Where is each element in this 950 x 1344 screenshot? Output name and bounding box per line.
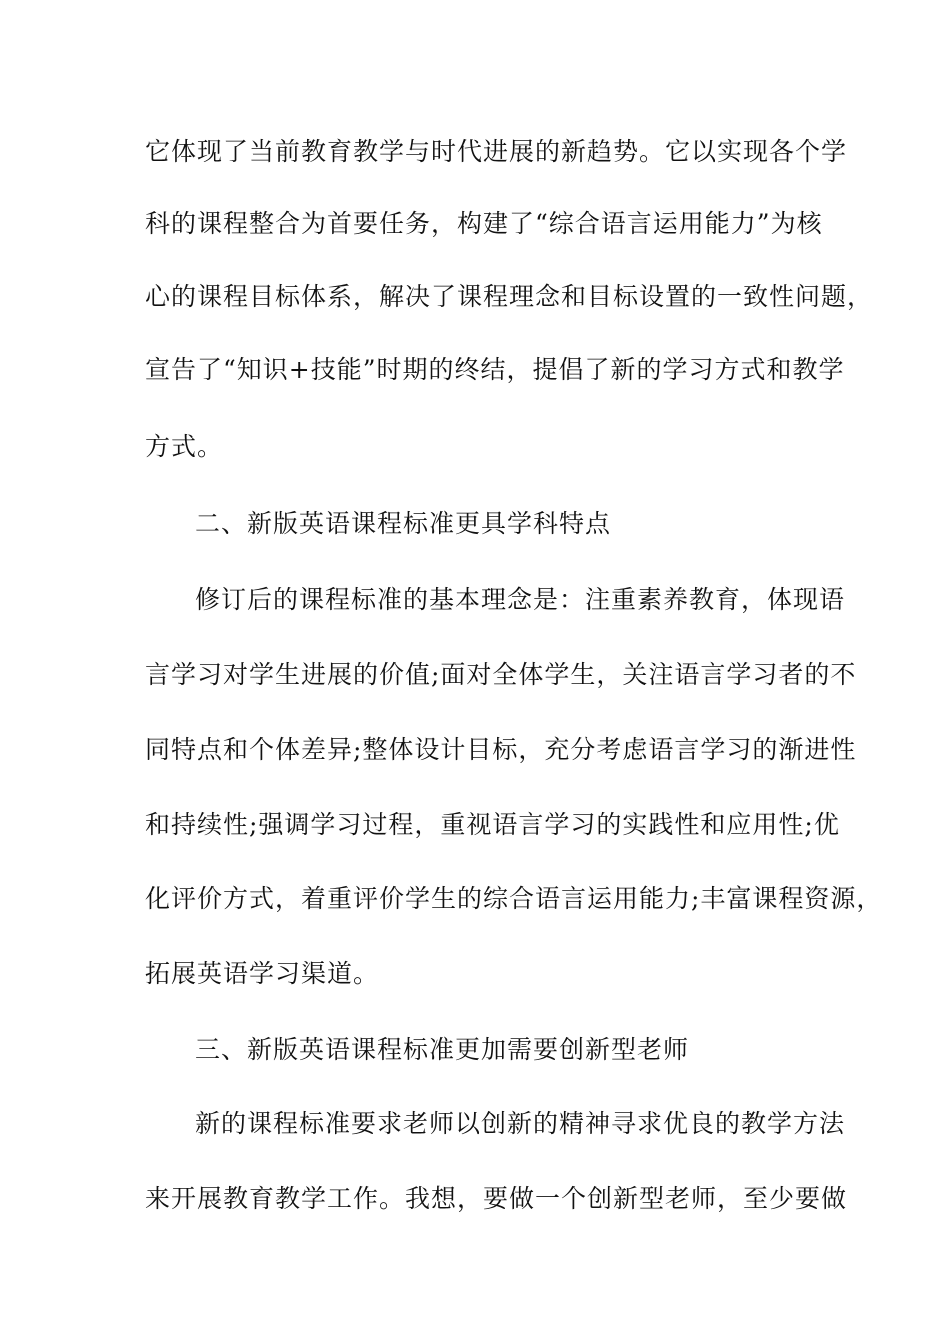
paragraph-3-line-2: 来开展教育教学工作。我想，要做一个创新型老师，至少要做 [145, 1184, 848, 1213]
paragraph-2-line-2: 言学习对学生进展的价值;面对全体学生，关注语言学习者的不 [145, 660, 857, 689]
paragraph-2-line-6: 拓展英语学习渠道。 [145, 959, 380, 988]
section-heading-3: 三、新版英语课程标准更加需要创新型老师 [195, 1035, 690, 1064]
paragraph-1-line-1: 它体现了当前教育教学与时代进展的新趋势。它以实现各个学 [145, 137, 848, 166]
paragraph-2-line-1: 修订后的课程标准的基本理念是：注重素养教育，体现语 [195, 585, 846, 614]
paragraph-2-line-3: 同特点和个体差异;整体设计目标，充分考虑语言学习的渐进性 [145, 735, 857, 764]
paragraph-2-line-5: 化评价方式，着重评价学生的综合语言运用能力;丰富课程资源， [145, 884, 883, 913]
paragraph-1-line-2: 科的课程整合为首要任务，构建了“综合语言运用能力”为核 [145, 209, 823, 238]
paragraph-1-line-5: 方式。 [145, 432, 224, 461]
paragraph-1-line-3: 心的课程目标体系，解决了课程理念和目标设置的一致性问题， [145, 282, 874, 311]
section-heading-2: 二、新版英语课程标准更具学科特点 [195, 509, 612, 538]
paragraph-2-line-4: 和持续性;强调学习过程，重视语言学习的实践性和应用性;优 [145, 810, 840, 839]
paragraph-1-line-4: 宣告了“知识+技能”时期的终结，提倡了新的学习方式和教学 [145, 355, 845, 384]
paragraph-3-line-1: 新的课程标准要求老师以创新的精神寻求优良的教学方法 [195, 1109, 846, 1138]
